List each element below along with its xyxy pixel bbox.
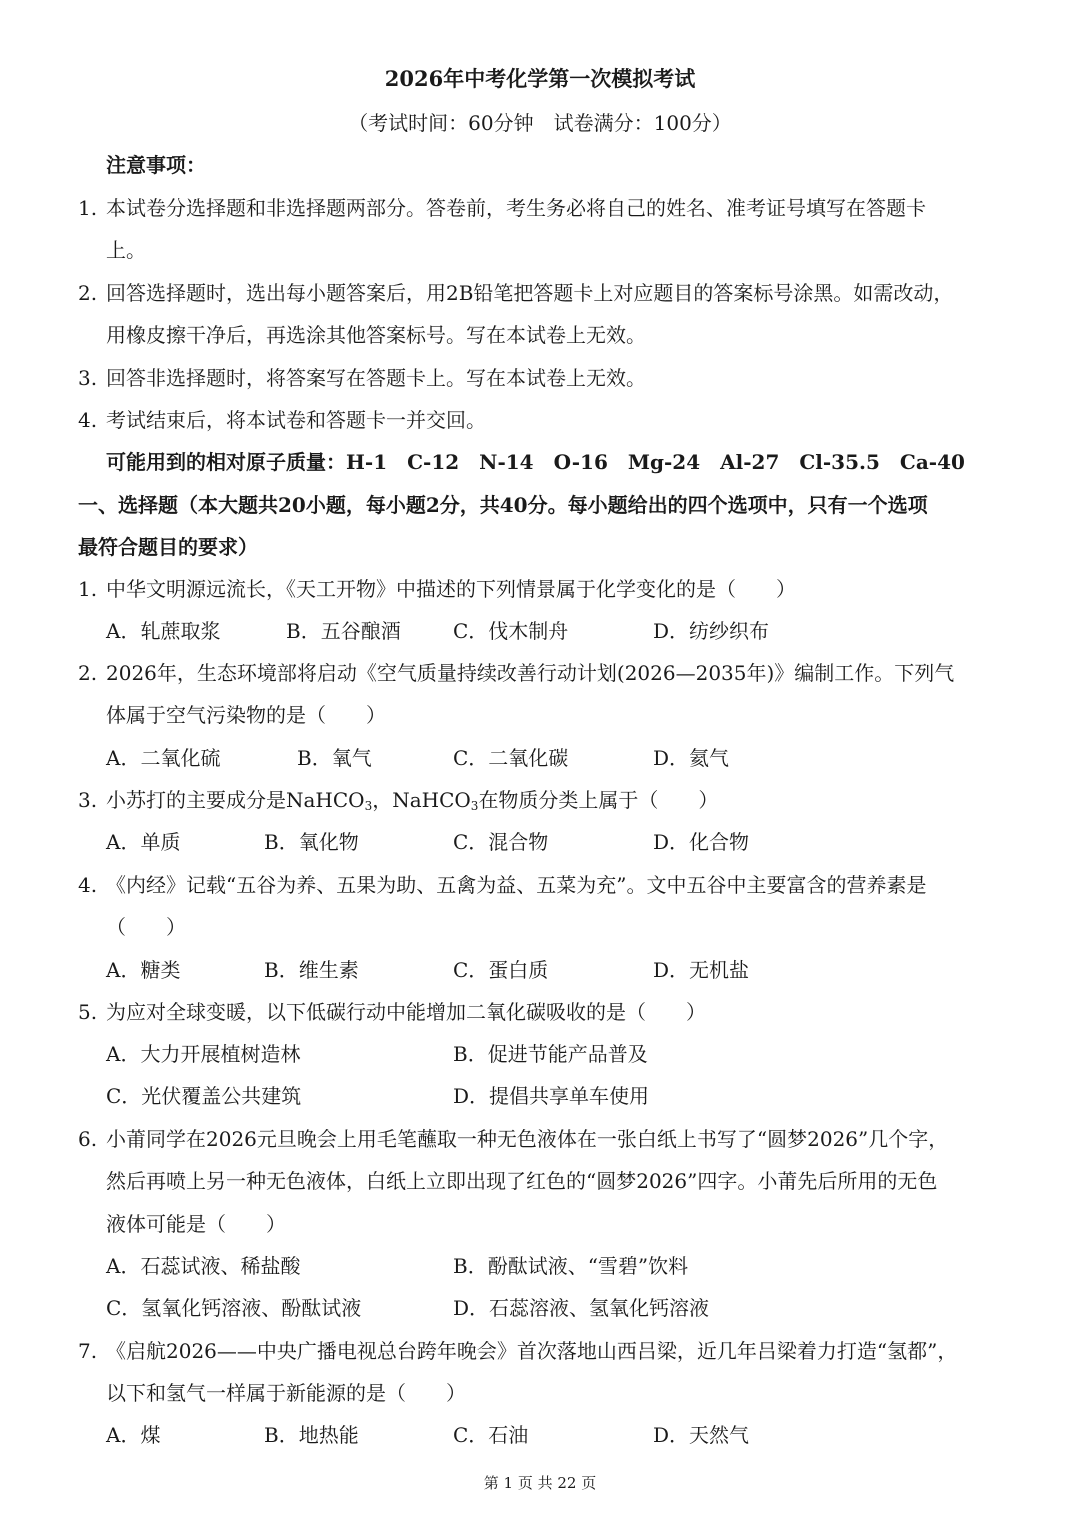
option-a: A．糖类 [106,958,181,982]
notes-heading: 注意事项： [106,153,206,177]
page-subtitle: （考试时间：60分钟 试卷满分：100分） [348,111,732,135]
option-c: C．混合物 [453,830,549,854]
option-a: A．大力开展植树造林 [106,1042,301,1066]
note-number: 2. [78,281,98,305]
question-number: 2. [78,661,98,685]
question-stem: 体属于空气污染物的是（ ） [106,703,386,727]
option-d: D．纺纱织布 [653,619,770,643]
question-text: 小苏打的主要成分是NaHCO [106,788,365,812]
note-number: 4. [78,408,98,432]
option-a: A．单质 [106,830,181,854]
option-d: D．化合物 [653,830,750,854]
option-a: A．轧蔗取浆 [106,619,221,643]
option-a: A．石蕊试液、稀盐酸 [106,1254,301,1278]
question-stem: 以下和氢气一样属于新能源的是（ ） [106,1381,466,1405]
option-b: B．五谷酿酒 [286,619,401,643]
note-line: 本试卷分选择题和非选择题两部分。答卷前，考生务必将自己的姓名、准考证号填写在答题卡 [106,196,926,220]
option-c: C．氢氧化钙溶液、酚酞试液 [106,1296,362,1320]
option-a: A．煤 [106,1423,161,1447]
question-text: ，NaHCO [372,788,471,812]
page-footer: 第 1 页 共 22 页 [483,1474,597,1492]
option-c: C．伐木制舟 [453,619,569,643]
option-c: C．蛋白质 [453,958,549,982]
question-stem: 液体可能是（ ） [106,1212,286,1236]
page-title: 2026年中考化学第一次模拟考试 [384,66,696,91]
option-c: C．二氧化碳 [453,746,569,770]
option-b: B．酚酞试液、“雪碧”饮料 [453,1254,689,1278]
subscript: 3 [364,799,373,813]
option-d: D．石蕊溶液、氢氧化钙溶液 [453,1296,710,1320]
question-number: 3. [78,788,98,812]
option-a: A．二氧化硫 [106,746,221,770]
option-b: B．促进节能产品普及 [453,1042,648,1066]
question-stem: （ ） [106,915,186,939]
note-line: 考试结束后，将本试卷和答题卡一并交回。 [106,408,486,432]
option-c: C．石油 [453,1423,529,1447]
option-d: D．提倡共享单车使用 [453,1084,650,1108]
question-number: 6. [78,1127,98,1151]
question-number: 4. [78,873,98,897]
question-stem [106,787,718,813]
option-d: D．天然气 [653,1423,750,1447]
option-d: D．无机盐 [653,958,750,982]
question-stem: 2026年，生态环境部将启动《空气质量持续改善行动计划(2026—2035年)》编制工作。下列气 [106,661,955,685]
question-stem: 《内经》记载“五谷为养、五果为助、五禽为益、五菜为充”。文中五谷中主要富含的营养素是 [106,873,927,897]
subscript: 3 [470,799,479,813]
question-number: 5. [78,1000,98,1024]
atomic-mass-line: 可能用到的相对原子质量：H-1 C-12 N-14 O-16 Mg-24 Al-27 Cl-35.5 Ca-40 [106,450,965,474]
section-heading: 最符合题目的要求） [78,535,258,559]
note-line: 回答非选择题时，将答案写在答题卡上。写在本试卷上无效。 [106,366,646,390]
question-stem: 然后再喷上另一种无色液体，白纸上立即出现了红色的“圆梦2026”四字。小莆先后所用的无色 [106,1169,938,1193]
option-b: B．氧化物 [264,830,359,854]
option-b: B．维生素 [264,958,359,982]
question-text: 在物质分类上属于（ ） [478,788,719,812]
question-number: 1. [78,577,98,601]
section-heading: 一、选择题（本大题共20小题，每小题2分，共40分。每小题给出的四个选项中，只有一个选项 [78,493,928,517]
note-line: 回答选择题时，选出每小题答案后，用2B铅笔把答题卡上对应题目的答案标号涂黑。如需改动， [106,281,954,305]
option-b: B．氧气 [297,746,372,770]
note-line: 上。 [106,238,146,262]
option-b: B．地热能 [264,1423,359,1447]
option-c: C．光伏覆盖公共建筑 [106,1084,302,1108]
note-number: 3. [78,366,98,390]
note-number: 1. [78,196,98,220]
question-stem: 小莆同学在2026元旦晚会上用毛笔蘸取一种无色液体在一张白纸上书写了“圆梦2026”几个字， [106,1127,949,1151]
note-line: 用橡皮擦干净后，再选涂其他答案标号。写在本试卷上无效。 [106,323,646,347]
question-stem: 中华文明源远流长，《天工开物》中描述的下列情景属于化学变化的是（ ） [106,577,796,601]
question-number: 7. [78,1339,98,1363]
question-stem: 为应对全球变暖，以下低碳行动中能增加二氧化碳吸收的是（ ） [106,1000,706,1024]
question-stem: 《启航2026——中央广播电视总台跨年晚会》首次落地山西吕梁，近几年吕梁着力打造“氢都”， [106,1339,958,1363]
option-d: D．氦气 [653,746,730,770]
